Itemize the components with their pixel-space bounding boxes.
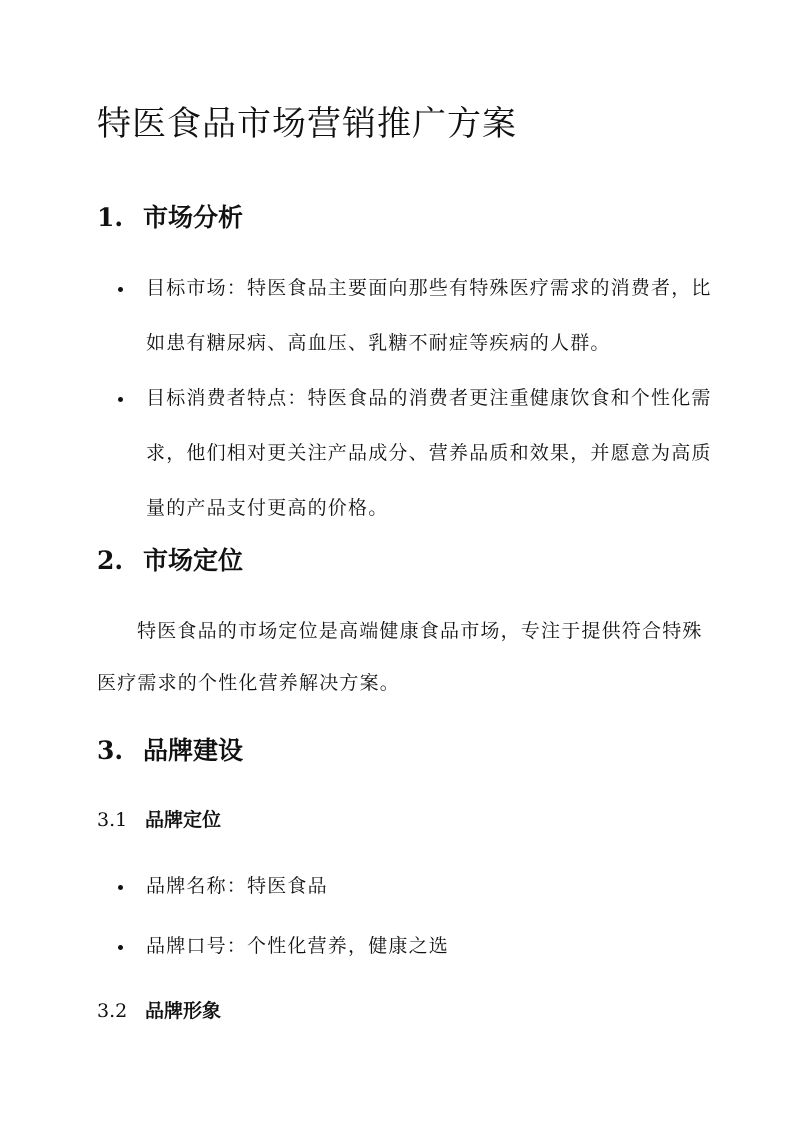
section-number: 1. <box>97 203 124 232</box>
list-item-text: 品牌名称：特医食品 <box>146 875 328 897</box>
section-heading-market-positioning <box>97 541 243 577</box>
list-item <box>118 873 718 914</box>
document-title: 特医食品市场营销推广方案 <box>97 104 517 144</box>
bullet-icon <box>118 397 123 402</box>
list-item <box>118 933 718 974</box>
subsection-number: 3.2 <box>97 1000 128 1022</box>
list-item-text: 目标市场：特医食品主要面向那些有特殊医疗需求的消费者，比如患有糖尿病、高血压、乳糖不耐症等疾病的人群。 <box>146 277 712 354</box>
section-paragraph: 特医食品的市场定位是高端健康食品市场，专注于提供符合特殊医疗需求的个性化营养解决方案。 <box>97 620 703 694</box>
subsection-heading-brand-image <box>97 996 221 1023</box>
subsection-title: 品牌定位 <box>145 809 222 831</box>
subsection-title: 品牌形象 <box>145 1000 222 1022</box>
bullet-icon <box>118 945 123 950</box>
subsection-heading-brand-positioning <box>97 805 221 832</box>
bullet-icon <box>118 287 123 292</box>
section-number: 3. <box>97 736 124 765</box>
section-heading-brand-building <box>97 731 243 767</box>
section-heading-market-analysis <box>97 198 243 234</box>
list-item-text: 目标消费者特点：特医食品的消费者更注重健康饮食和个性化需求，他们相对更关注产品成分、营养品质和效果，并愿意为高质量的产品支付更高的价格。 <box>146 387 712 519</box>
list-item <box>118 275 718 371</box>
list-item-text: 品牌口号：个性化营养，健康之选 <box>146 935 450 957</box>
section-title: 品牌建设 <box>143 736 244 765</box>
list-item <box>118 385 718 536</box>
bullet-icon <box>118 885 123 890</box>
section-title: 市场分析 <box>143 203 244 232</box>
section-number: 2. <box>97 546 124 575</box>
section-title: 市场定位 <box>143 546 244 575</box>
subsection-number: 3.1 <box>97 809 128 831</box>
